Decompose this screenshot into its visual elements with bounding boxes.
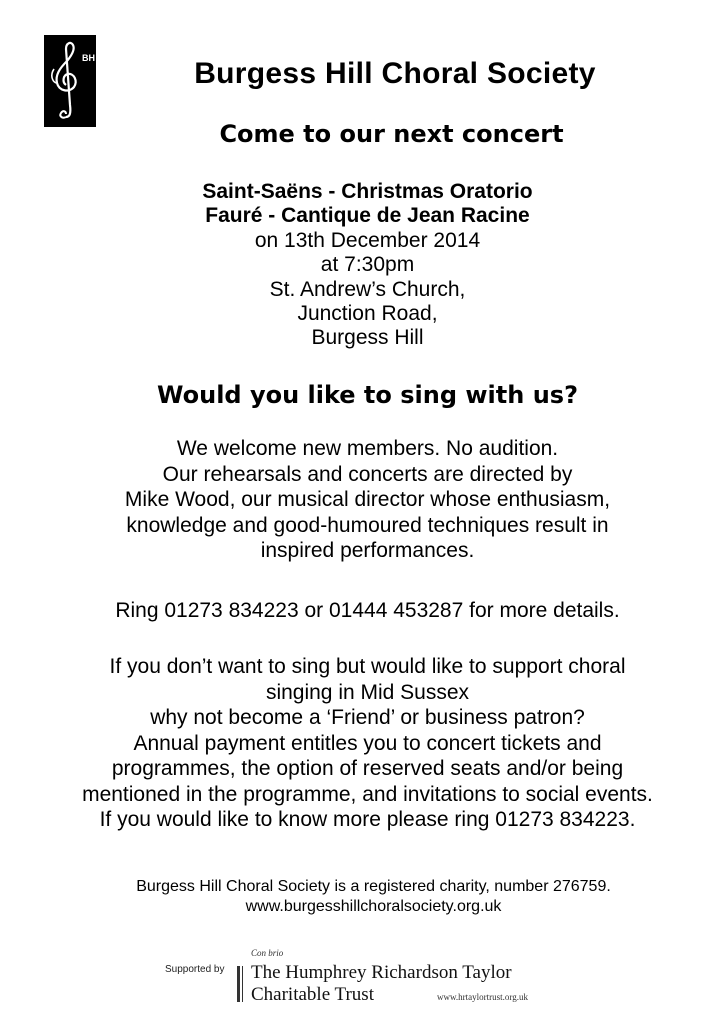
sponsor-logo — [165, 948, 555, 1008]
trust-name-line-1: The Humphrey Richardson Taylor — [251, 962, 512, 983]
contact-phone-line: Ring 01273 834223 or 01444 453287 for more details. — [115, 599, 620, 622]
logo-monogram-text: BH — [82, 53, 95, 63]
page-title: Burgess Hill Choral Society — [194, 57, 596, 90]
concert-piece-1: Saint-Saëns - Christmas Oratorio — [202, 180, 533, 203]
concert-venue-line-2: Junction Road, — [297, 302, 438, 326]
concert-details — [6, 180, 723, 351]
welcome-line: We welcome new members. No audition. — [176, 437, 559, 460]
friends-line: If you don’t want to sing but would like to support choral — [109, 655, 626, 678]
concert-date: on 13th December 2014 — [254, 228, 481, 252]
welcome-line: inspired performances. — [260, 539, 475, 562]
welcome-line: Mike Wood, our musical director whose enthusiasm, — [124, 488, 611, 511]
concert-venue-line-1: St. Andrew’s Church, — [269, 277, 466, 301]
concert-venue-line-3: Burgess Hill — [311, 326, 424, 350]
choir-clef-monogram-icon — [44, 35, 96, 127]
website-link[interactable]: www.burgesshillchoralsociety.org.uk — [245, 897, 502, 915]
friends-line: why not become a ‘Friend’ or business patron? — [150, 706, 585, 729]
trust-tagline: Con brio — [251, 948, 284, 958]
trust-logo-bar — [237, 966, 240, 1002]
friends-line: singing in Mid Sussex — [265, 680, 470, 704]
supported-by-label: Supported by — [165, 964, 225, 975]
friends-line: mentioned in the programme, and invitations to social events. — [82, 782, 653, 806]
choir-logo — [44, 35, 96, 127]
trust-logo-bar-thin — [242, 966, 243, 1002]
friends-line: Annual payment entitles you to concert tickets and — [133, 731, 602, 755]
welcome-line: knowledge and good-humoured techniques result in — [126, 513, 609, 537]
invite-heading: Would you like to sing with us? — [157, 381, 578, 409]
concert-time: at 7:30pm — [320, 253, 415, 277]
concert-heading: Come to our next concert — [219, 120, 564, 148]
friends-line: If you would like to know more please ring 01273 834223. — [99, 808, 636, 831]
concert-piece-2: Fauré - Cantique de Jean Racine — [205, 204, 530, 228]
trust-website: www.hrtaylortrust.org.uk — [437, 992, 528, 1002]
friends-paragraph — [6, 654, 723, 833]
friends-line: programmes, the option of reserved seats and/or being — [111, 757, 624, 780]
charity-footer — [12, 877, 723, 916]
welcome-line: Our rehearsals and concerts are directed by — [162, 462, 573, 486]
charity-number-text: Burgess Hill Choral Society is a registered charity, number 276759. — [136, 878, 611, 895]
welcome-paragraph — [6, 436, 723, 564]
trust-name-line-2: Charitable Trust — [251, 984, 374, 1005]
